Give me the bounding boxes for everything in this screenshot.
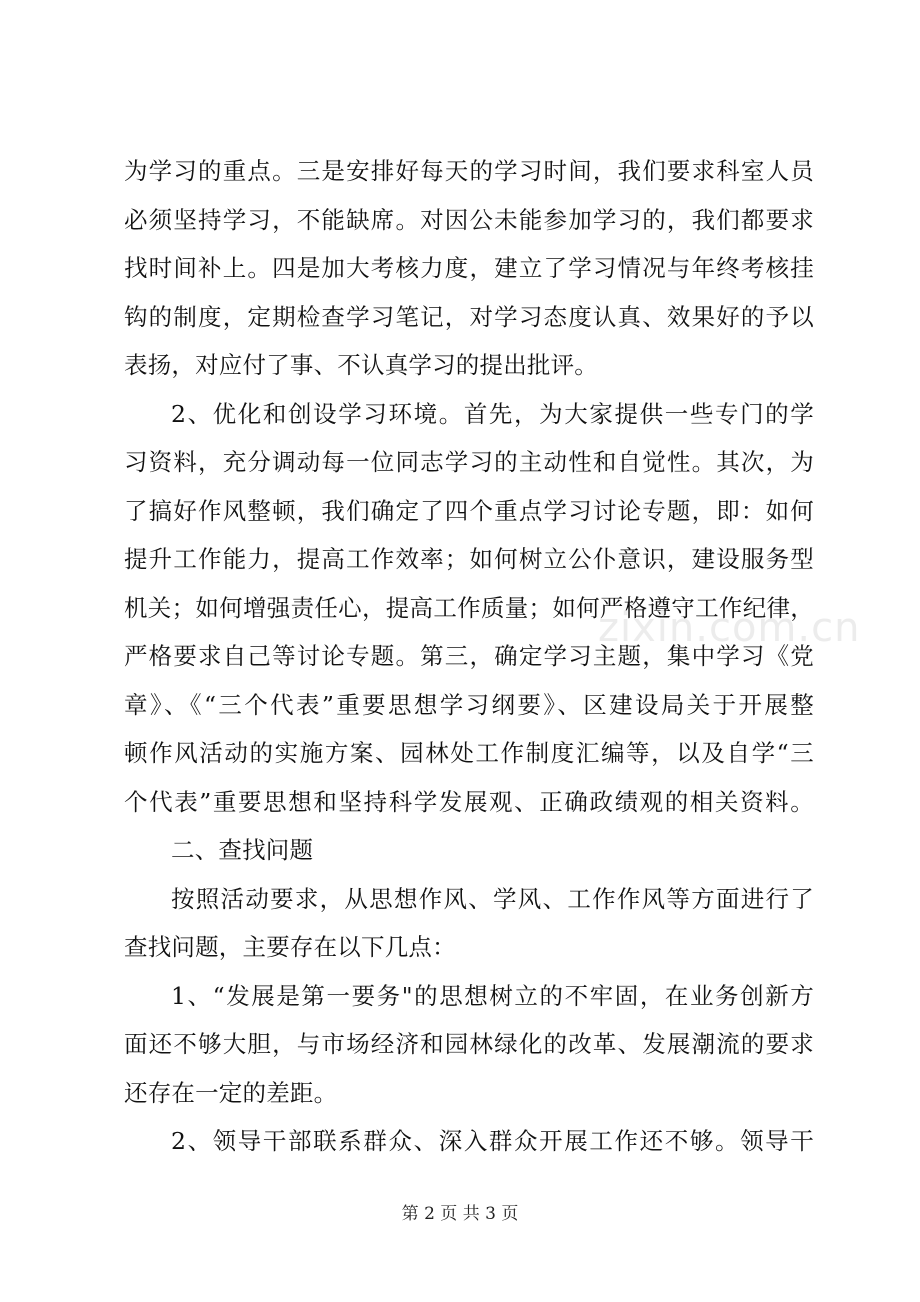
text-line: 表扬，对应付了事、不认真学习的提出批评。 [124, 351, 598, 379]
text-line: 钩的制度，定期检查学习笔记，对学习态度认真、效果好的予以 [124, 302, 814, 331]
text-line: 顿作风活动的实施方案、园林处工作制度汇编等，以及自学“三 [124, 739, 814, 767]
text-line: 个代表”重要思想和坚持科学发展观、正确政绩观的相关资料。 [124, 787, 814, 816]
document-body [124, 147, 814, 1166]
text-line: 章》、《“三个代表”重要思想学习纲要》、区建设局关于开展整 [124, 690, 814, 719]
text-line: 提升工作能力，提高工作效率；如何树立公仆意识，建设服务型 [124, 545, 814, 573]
watermark: zixin.com.cn [598, 605, 861, 651]
text-line: 1、“发展是第一要务"的思想树立的不牢固，在业务创新方 [171, 981, 814, 1010]
section-heading: 二、查找问题 [171, 836, 314, 864]
text-line: 习资料，充分调动每一位同志学习的主动性和自觉性。其次，为 [124, 448, 814, 476]
text-line: 面还不够大胆，与市场经济和园林绿化的改革、发展潮流的要求 [124, 1030, 814, 1058]
text-line: 2、领导干部联系群众、深入群众开展工作还不够。领导干 [171, 1127, 814, 1155]
text-line: 还存在一定的差距。 [124, 1078, 338, 1107]
text-line: 严格要求自己等讨论专题。第三，确定学习主题，集中学习《党 [124, 642, 814, 670]
text-line: 2、优化和创设学习环境。首先，为大家提供一些专门的学 [171, 399, 814, 428]
text-line: 机关；如何增强责任心，提高工作质量；如何严格遵守工作纪律， [124, 593, 814, 622]
text-line: 找时间补上。四是加大考核力度，建立了学习情况与年终考核挂 [124, 254, 814, 282]
text-line: 按照活动要求，从思想作风、学风、工作作风等方面进行了 [171, 884, 814, 913]
text-line: 必须坚持学习，不能缺席。对因公未能参加学习的，我们都要求 [124, 205, 814, 234]
text-line: 了搞好作风整顿，我们确定了四个重点学习讨论专题，即：如何 [124, 496, 814, 525]
page-footer: 第 2 页 共 3 页 [401, 1204, 519, 1224]
text-line: 查找问题，主要存在以下几点： [124, 933, 456, 961]
text-line: 为学习的重点。三是安排好每天的学习时间，我们要求科室人员 [124, 157, 814, 185]
